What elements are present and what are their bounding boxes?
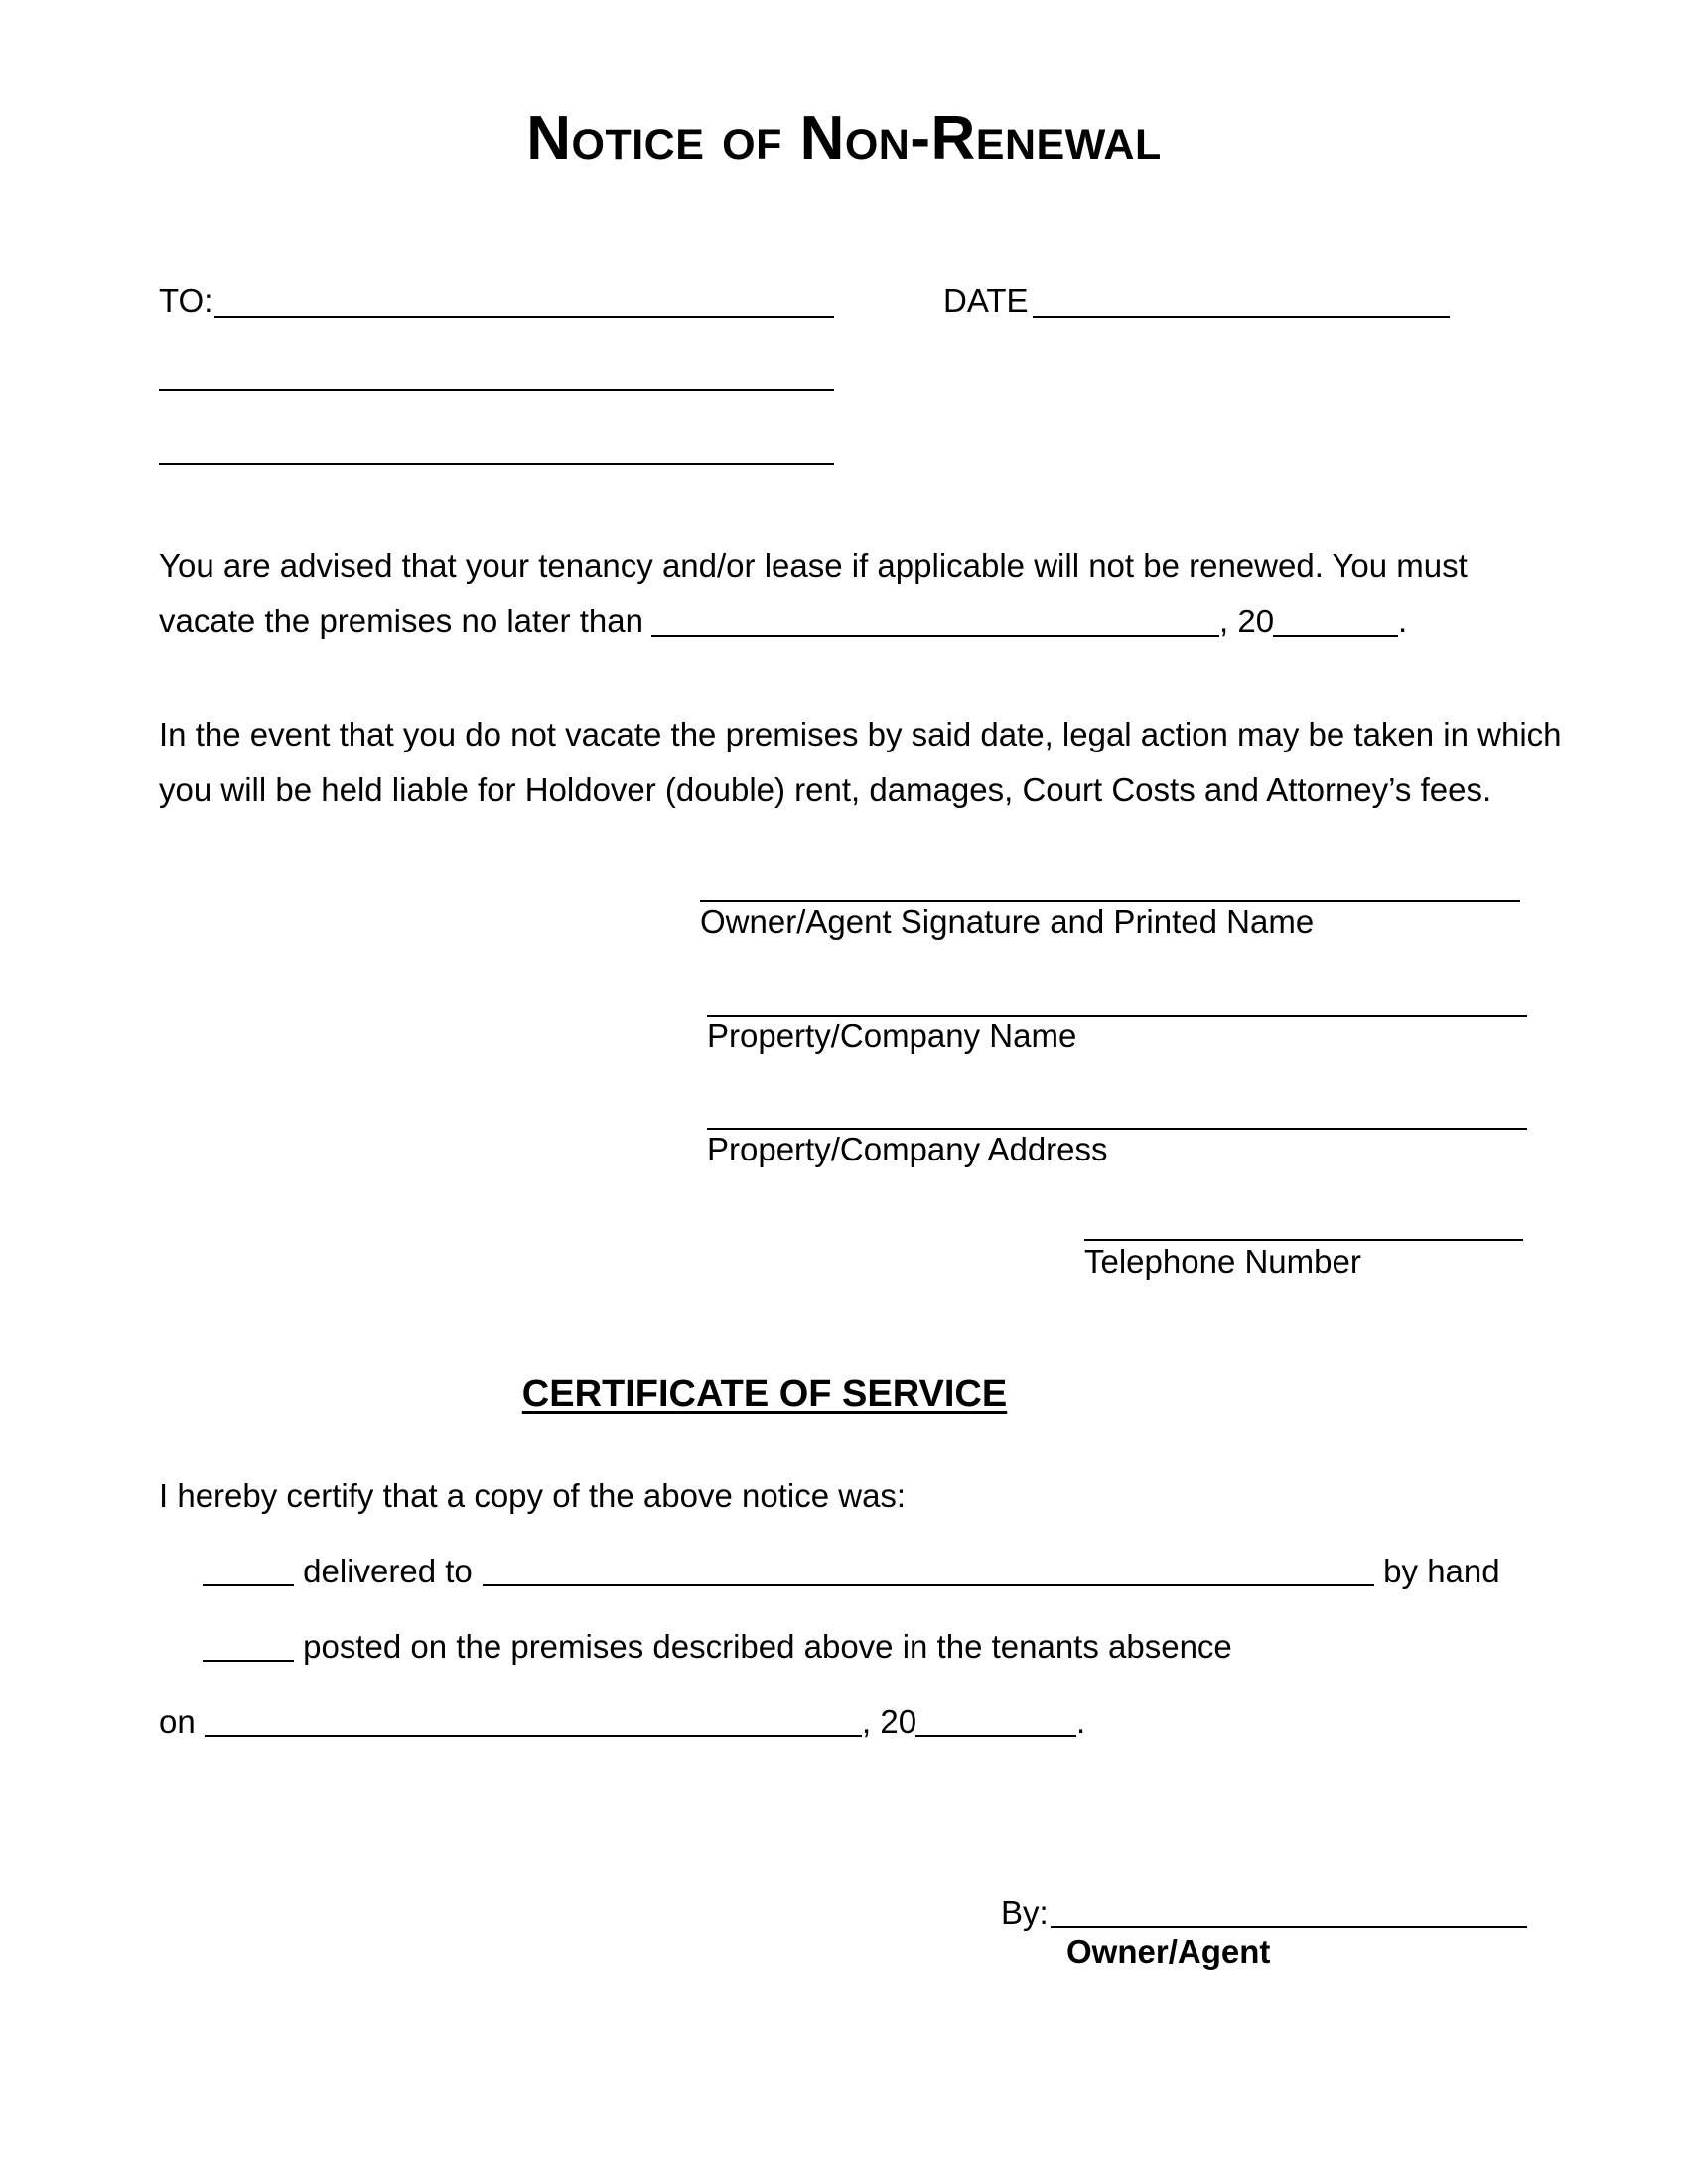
service-year-line[interactable] bbox=[915, 1735, 1076, 1737]
vacate-year-line[interactable] bbox=[1273, 635, 1398, 637]
certificate-intro: I hereby certify that a copy of the above notice was: bbox=[159, 1477, 907, 1514]
to-line-2[interactable] bbox=[159, 389, 834, 391]
telephone-line[interactable] bbox=[1084, 1239, 1523, 1241]
to-line-1[interactable] bbox=[214, 316, 834, 318]
to-line-3[interactable] bbox=[159, 463, 834, 465]
by-hand-label: by hand bbox=[1374, 1553, 1500, 1589]
posted-checkbox-line[interactable] bbox=[203, 1660, 294, 1662]
date-line[interactable] bbox=[1033, 316, 1450, 318]
paragraph-2-line-1: In the event that you do not vacate the premises by said date, legal action may be taken in which bbox=[159, 716, 1562, 752]
paragraph-2-line-2: you will be held liable for Holdover (double) rent, damages, Court Costs and Attorney’s fees. bbox=[159, 771, 1492, 808]
vacate-year-prefix: , 20 bbox=[1219, 603, 1275, 639]
paragraph-1-line-1: You are advised that your tenancy and/or lease if applicable will not be renewed. You must bbox=[159, 547, 1468, 584]
delivered-checkbox-line[interactable] bbox=[203, 1584, 294, 1586]
owner-agent-signature-line[interactable] bbox=[700, 900, 1520, 902]
telephone-label: Telephone Number bbox=[1084, 1243, 1361, 1280]
company-name-line[interactable] bbox=[707, 1015, 1527, 1017]
to-label: TO: bbox=[159, 282, 213, 319]
vacate-period: . bbox=[1398, 603, 1408, 639]
vacate-date-line[interactable] bbox=[651, 635, 1219, 637]
document-title: Notice of Non-Renewal bbox=[526, 104, 1162, 173]
posted-label: posted on the premises described above in the tenants absence bbox=[294, 1628, 1232, 1665]
by-label: By: bbox=[1001, 1894, 1049, 1931]
service-period: . bbox=[1076, 1704, 1086, 1740]
company-name-label: Property/Company Name bbox=[707, 1018, 1077, 1054]
delivered-to-line[interactable] bbox=[483, 1584, 1374, 1586]
service-year-prefix: , 20 bbox=[862, 1704, 917, 1740]
owner-agent-signature-label: Owner/Agent Signature and Printed Name bbox=[700, 903, 1315, 940]
by-signature-line[interactable] bbox=[1051, 1926, 1527, 1928]
delivered-to-label: delivered to bbox=[294, 1553, 482, 1589]
company-address-line[interactable] bbox=[707, 1128, 1527, 1130]
date-label: DATE bbox=[943, 282, 1029, 319]
on-label: on bbox=[159, 1704, 205, 1740]
by-owner-agent-label: Owner/Agent bbox=[1066, 1933, 1271, 1970]
certificate-heading: CERTIFICATE OF SERVICE bbox=[521, 1373, 1008, 1415]
company-address-label: Property/Company Address bbox=[707, 1131, 1108, 1167]
paragraph-1-line-2-prefix: vacate the premises no later than bbox=[159, 603, 643, 639]
service-date-line[interactable] bbox=[205, 1735, 862, 1737]
